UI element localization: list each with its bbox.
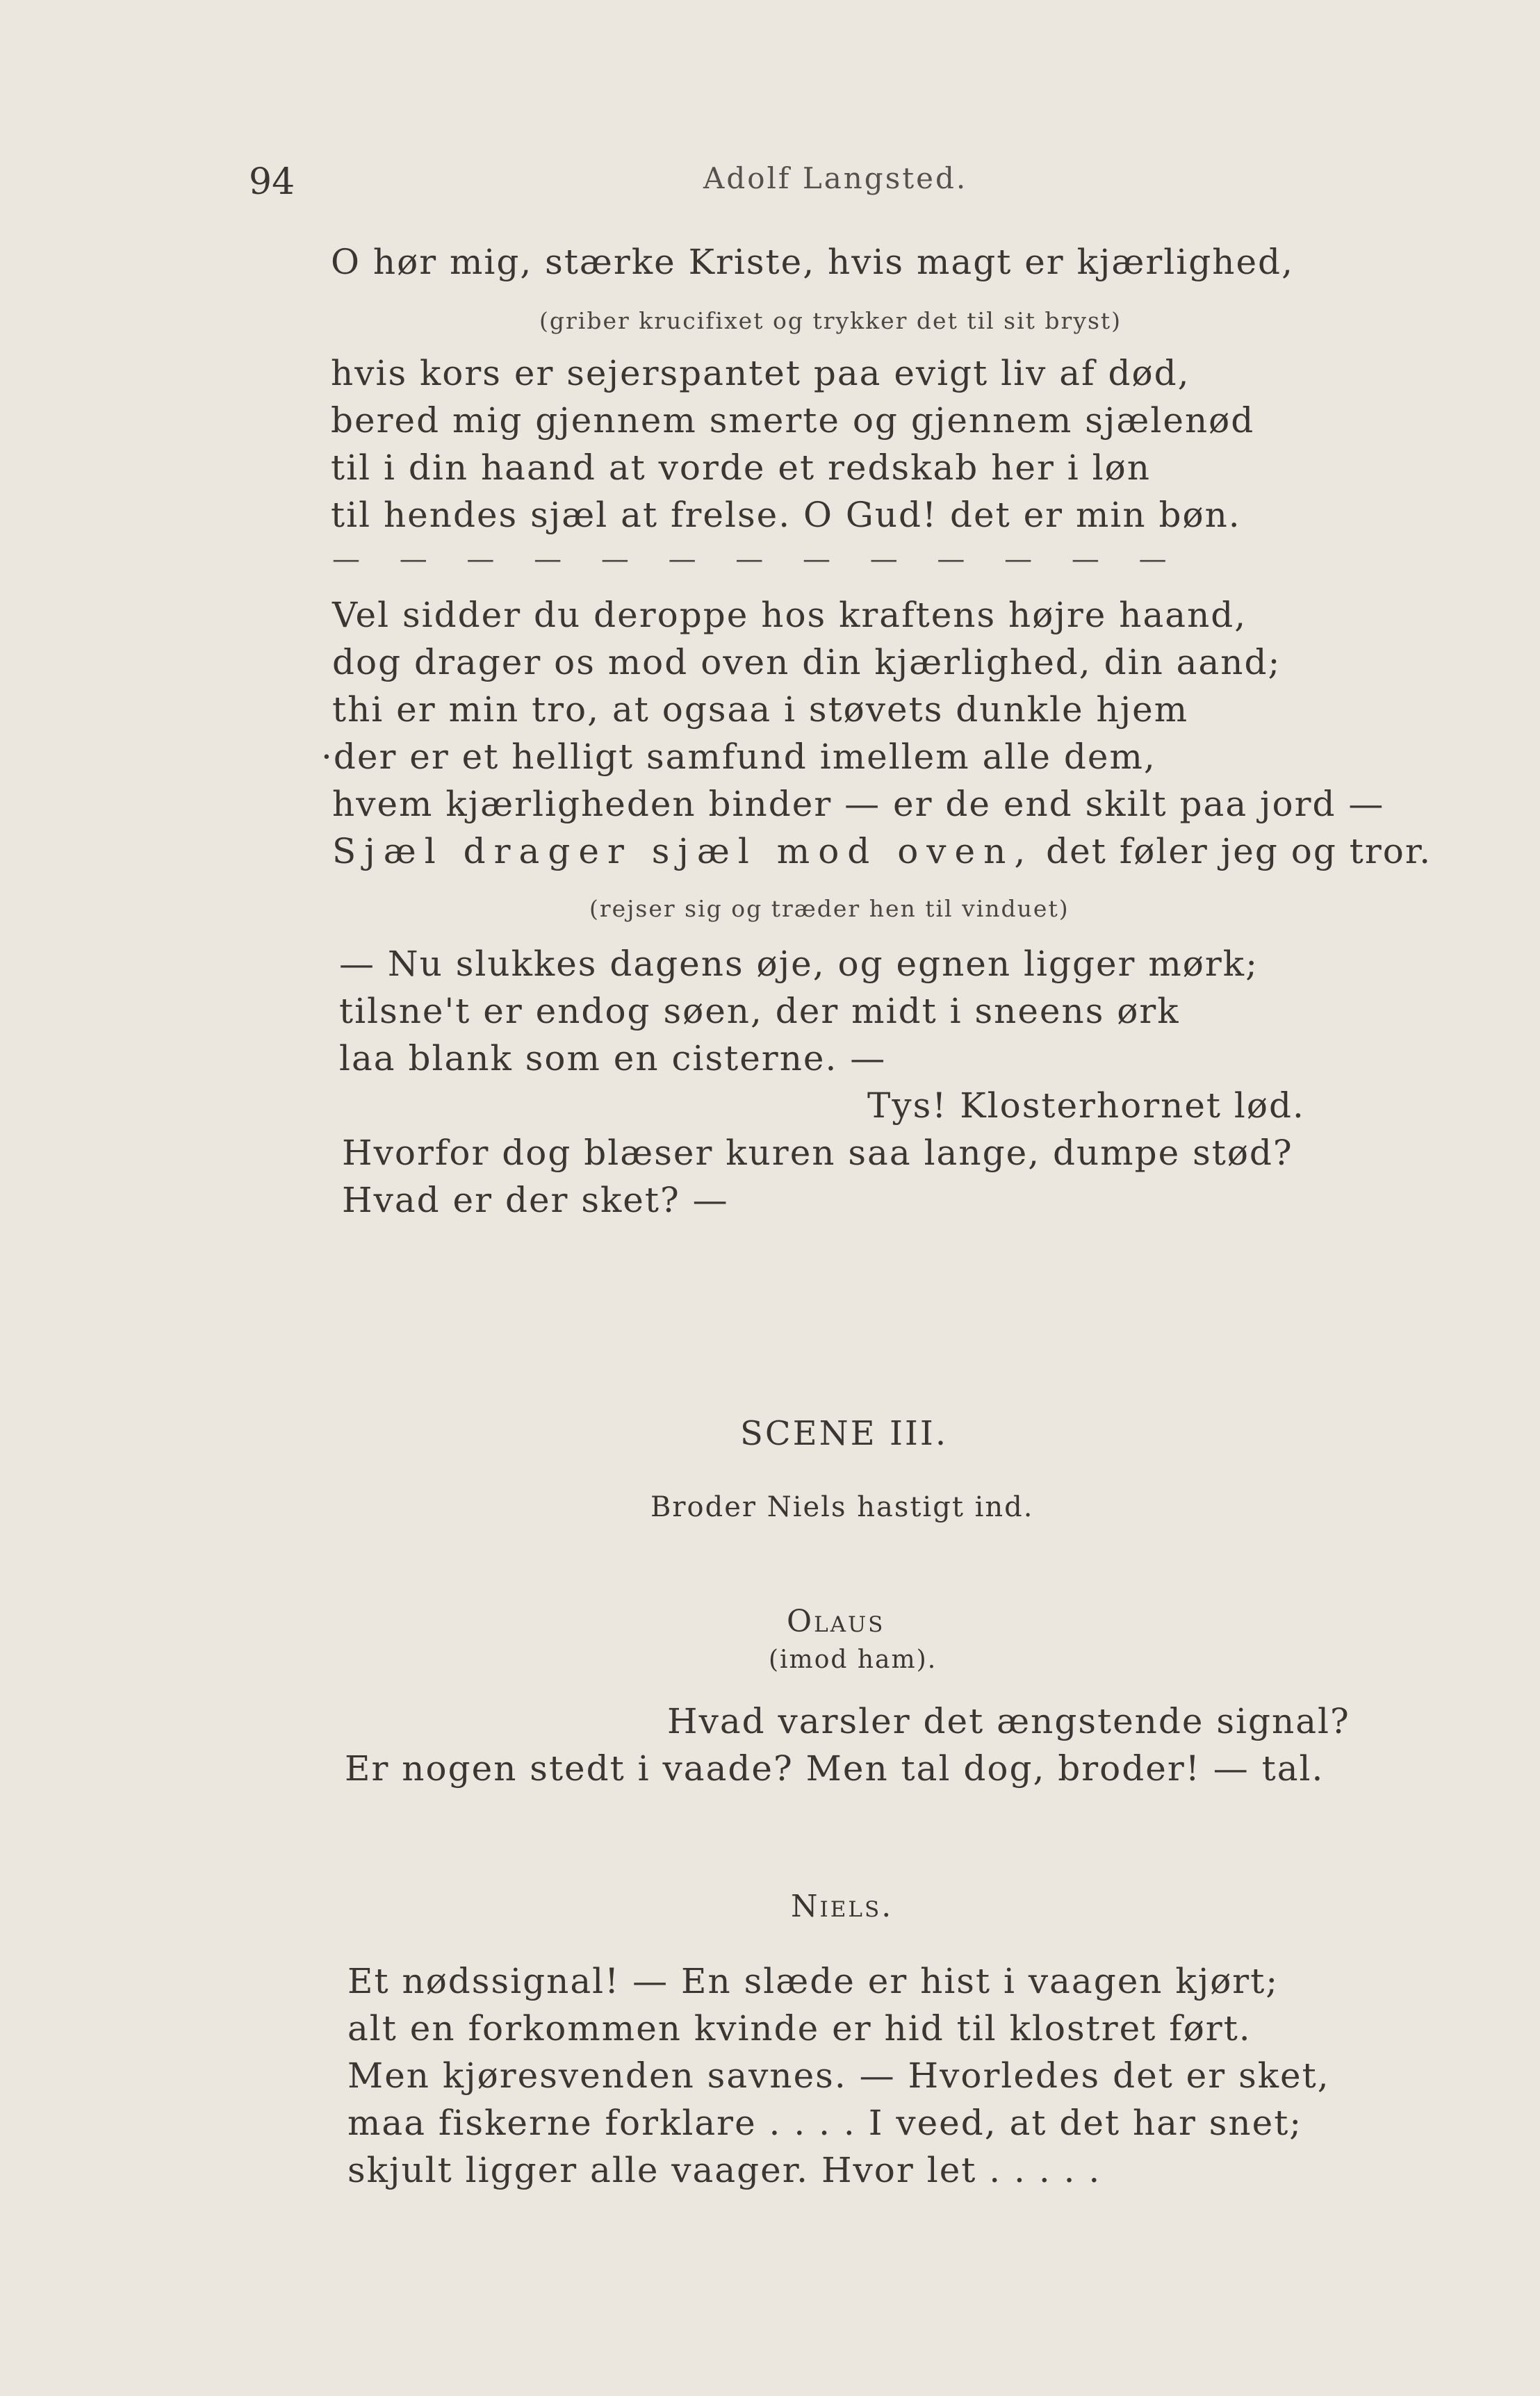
speaker-name: Niels. — [791, 1889, 894, 1924]
verse-line: til hendes sjæl at frelse. O Gud! det er min bøn. — [331, 495, 1241, 535]
scene-direction: Broder Niels hastigt ind. — [650, 1491, 1034, 1523]
page-number: 94 — [249, 161, 295, 203]
verse-line — [332, 831, 1432, 871]
verse-line: dog drager os mod oven din kjærlighed, din aand; — [332, 642, 1281, 682]
verse-line: til i din haand at vorde et redskab her i løn — [331, 448, 1151, 488]
verse-line-rest: det føler jeg og tror. — [1046, 831, 1432, 871]
stage-direction: (rejser sig og træder hen til vinduet) — [589, 895, 1070, 922]
verse-line: hvem kjærligheden binder — er de end skilt paa jord — — [332, 784, 1385, 824]
verse-line: maa fiskerne forklare . . . . I veed, at det har snet; — [347, 2103, 1303, 2143]
verse-line: Hvad er der sket? — — [342, 1180, 729, 1220]
verse-line: tilsne't er endog søen, der midt i sneens ørk — [339, 991, 1180, 1031]
section-divider: — — — — — — — — — — — — — — [332, 543, 1182, 575]
verse-line: — Nu slukkes dagens øje, og egnen ligger mørk; — [339, 944, 1259, 984]
verse-line-indented: Tys! Klosterhornet lød. — [867, 1085, 1305, 1126]
scene-title: SCENE III. — [740, 1414, 949, 1453]
verse-line: Er nogen stedt i vaade? Men tal dog, broder! — tal. — [345, 1748, 1325, 1789]
verse-line: Men kjøresvenden savnes. — Hvorledes det er sket, — [347, 2056, 1330, 2096]
verse-line: skjult ligger alle vaager. Hvor let . . . . . — [347, 2150, 1101, 2190]
verse-line: Et nødssignal! — En slæde er hist i vaagen kjørt; — [347, 1961, 1279, 2001]
verse-line: ·der er et helligt samfund imellem alle dem, — [321, 737, 1156, 777]
verse-line: alt en forkommen kvinde er hid til klostret ført. — [347, 2008, 1252, 2049]
verse-line: Hvorfor dog blæser kuren saa lange, dumpe stød? — [342, 1133, 1293, 1173]
speaker-name: Olaus — [787, 1604, 885, 1639]
verse-line: Vel sidder du deroppe hos kraftens højre haand, — [332, 595, 1247, 635]
verse-line: O hør mig, stærke Kriste, hvis magt er kjærlighed, — [331, 242, 1294, 282]
verse-line: thi er min tro, at ogsaa i støvets dunkle hjem — [332, 689, 1189, 730]
verse-line-indented: Hvad varsler det ængstende signal? — [667, 1701, 1350, 1741]
stage-direction: (griber krucifixet og trykker det til sit bryst) — [539, 307, 1122, 334]
spaced-emphasis: Sjæl drager sjæl mod oven, — [332, 831, 1034, 871]
verse-line: bered mig gjennem smerte og gjennem sjælenød — [331, 400, 1255, 441]
verse-line: laa blank som en cisterne. — — [339, 1038, 887, 1078]
speaker-direction: (imod ham). — [769, 1646, 937, 1674]
verse-line: hvis kors er sejerspantet paa evigt liv af død, — [331, 353, 1190, 393]
running-head: Adolf Langsted. — [703, 161, 968, 195]
